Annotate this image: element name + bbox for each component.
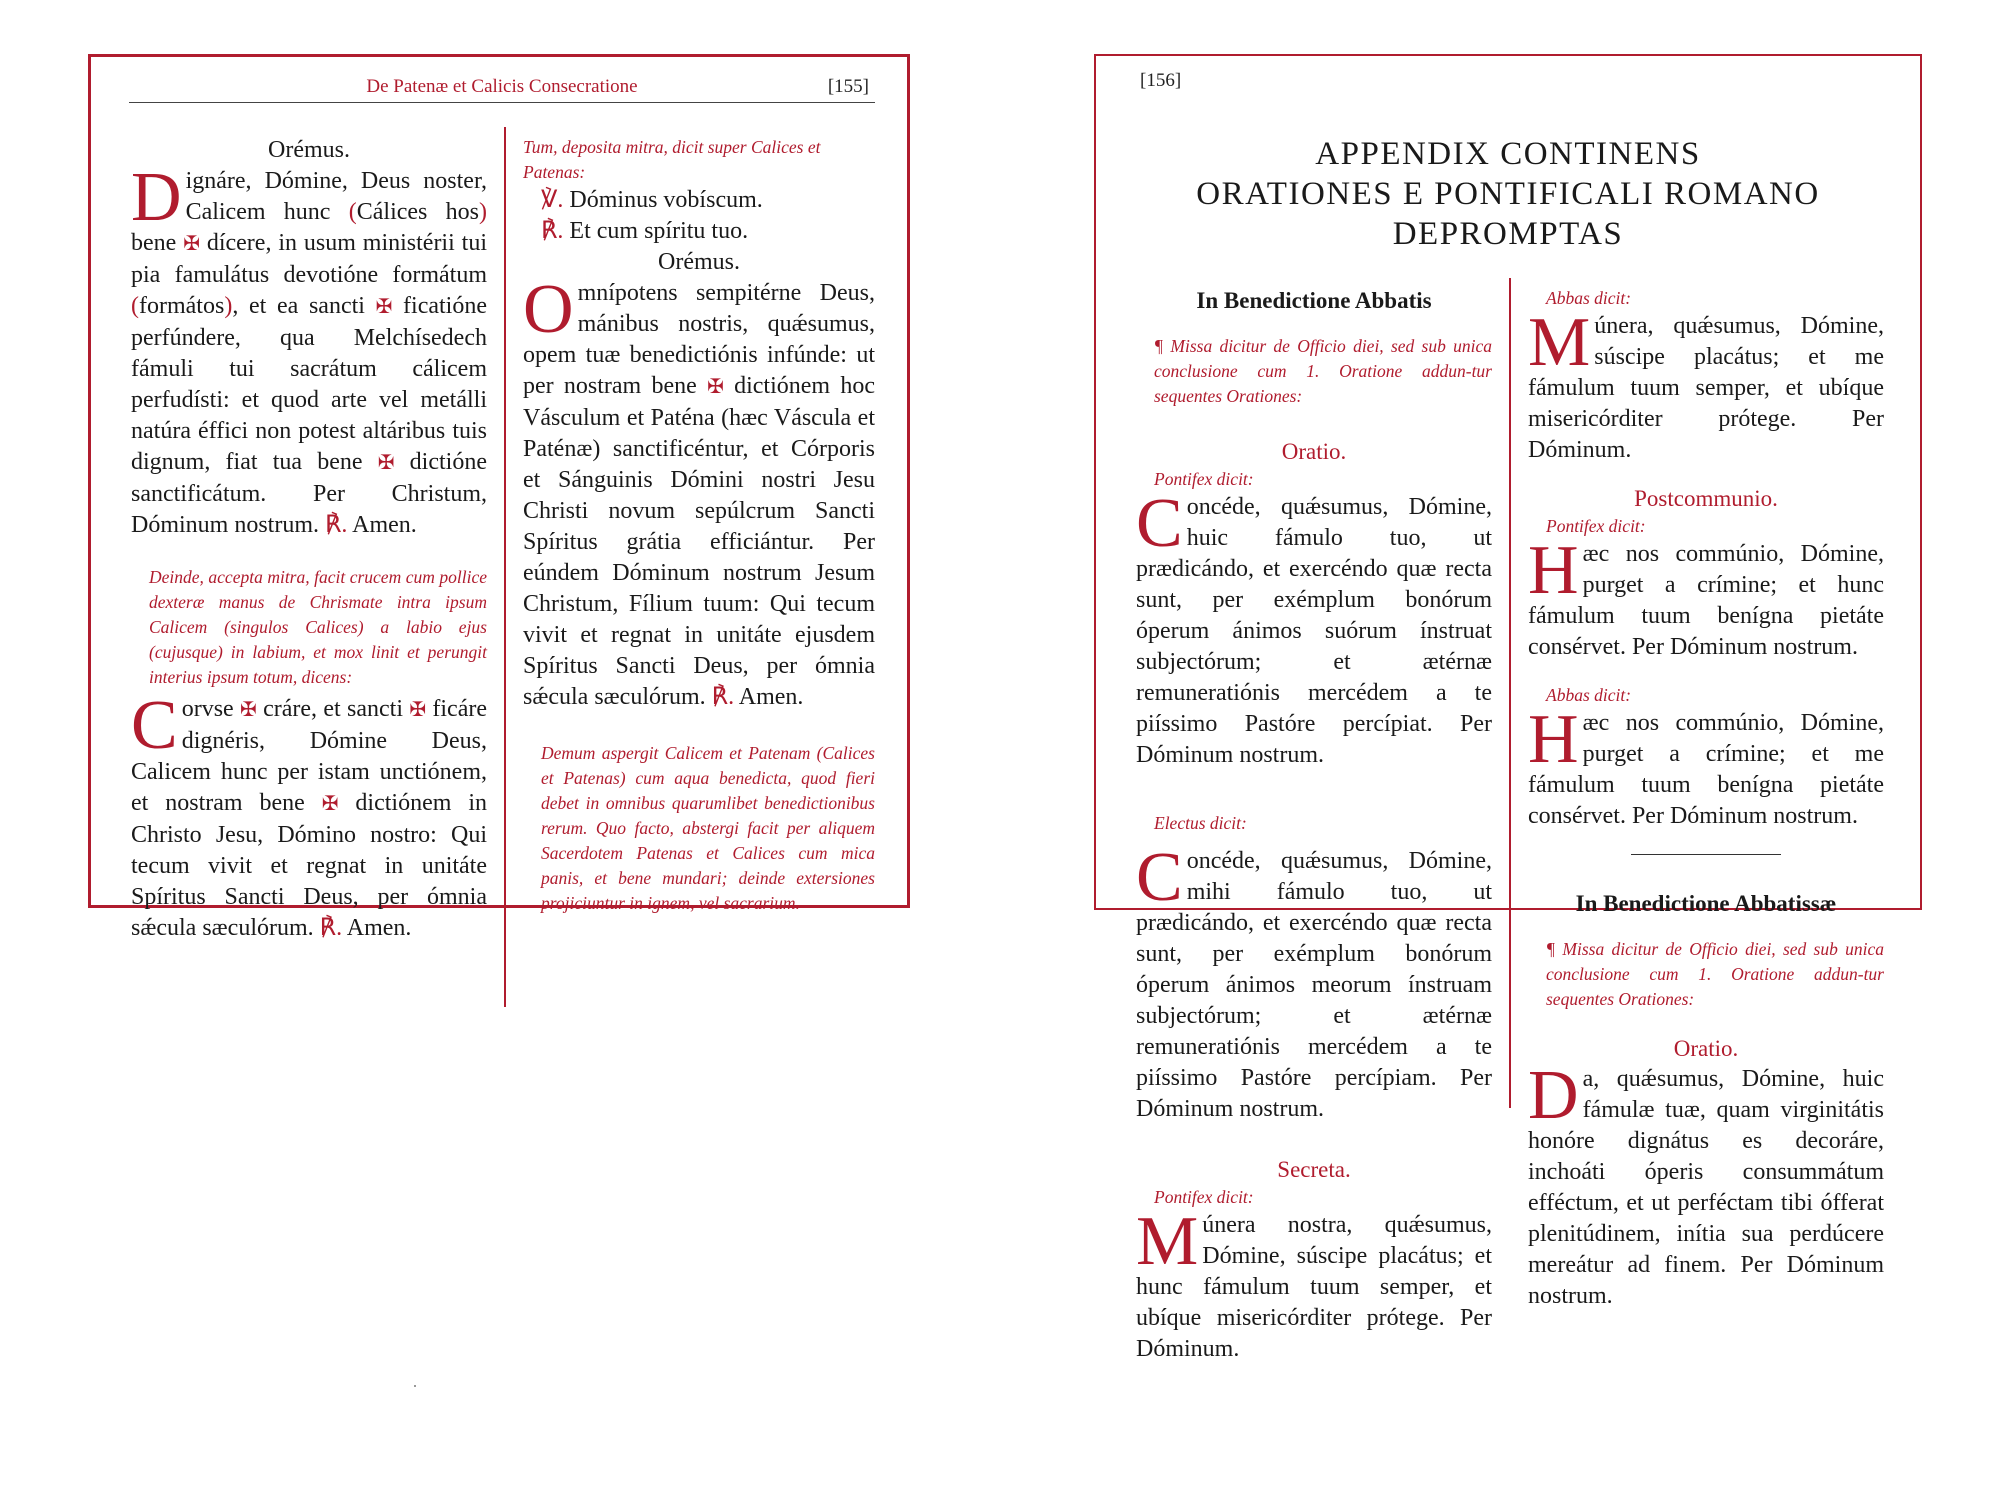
rubric-chrism: Deinde, accepta mitra, facit crucem cum pollice dexteræ manus de Chrismate intra ipsum Calicem (singulos Calices) a labio ejus (cujusque) in labium, et mox linit et perungit interius ipsum totum, dicens: [149,567,487,687]
right-page-column-2 [1528,286,1884,1312]
appendix-title: APPENDIX CONTINENS ORATIONES E PONTIFICALI ROMANO DEPROMPTAS [1196,136,1820,252]
pilcrow-icon: ¶ [1546,939,1556,959]
drop-cap-initial: C [131,687,178,764]
response-symbol: ℟. [711,684,735,710]
left-page-column-2 [523,135,875,916]
response-symbol: ℟. [319,915,343,941]
electus-text: Concéde, quǽsumus, Dómine, mihi fámulo tuo, ut prædicándo, et exercéndo quæ recta sunt, per exémplum bonórum óperum ánimos meorum ínstruam subjectórum; et ætérnæ remuneratiónis mercédem a te piíssimo Pastóre percípiam. Per Dóminum nostrum. [1136,839,1492,1122]
cross-icon: ✠ [183,233,200,255]
drop-cap-initial: M [1136,1203,1199,1280]
electus-dicit: Electus dicit: [1154,813,1247,833]
response-symbol: ℟. [325,512,348,538]
abbas-dicit: Abbas dicit: [1546,685,1632,705]
cross-icon: ✠ [409,699,427,721]
page-155 [88,54,910,941]
postcommunio-heading: Postcommunio. [1634,486,1778,511]
versicle: ℣. Dóminus vobíscum. [541,187,763,213]
oratio-heading: Oratio. [1281,439,1347,464]
drop-cap-initial: C [1136,839,1183,916]
consecration-prayer-1: Dignáre, Dómine, Deus noster, Calicem hunc (Cálices hos) bene ✠ dícere, in usum ministérii tui pia famulátus devotióne formátum (formátos), et ea sancti ✠ ficatióne perfúndere, qua Melchísedech fámuli tui sacrátum cálicem perfudísti: et quod arte vel metálli natúra éffici non potest altáribus tuis dignum, fiat tua bene ✠ dictióne sanctificátum. Per Christum, Dóminum nostrum. ℟. Amen. [131,159,488,538]
consecration-prayer-2: Corvse ✠ cráre, et sancti ✠ ficáre dignéris, Dómine Deus, Calicem hunc per istam unctiónem, et nostram bene ✠ dictiónem in Christo Jesu, Dómino nostro: Qui tecum vivit et regnat in unitáte Spíritus Sancti Deus, per ómnia sǽcula sæculórum. ℟. Amen. [131,687,488,941]
page-156 [1094,54,1922,1362]
cross-icon: ✠ [377,452,395,474]
column-divider [504,127,506,1007]
section-divider [1631,854,1781,855]
running-head-title: De Patenæ et Calicis Consecratione [366,76,638,97]
secreta-text: Múnera nostra, quǽsumus, Dómine, súscipe placátus; et hunc fámulum tuum semper, et ubíque misericórditer prótege. Per Dóminum. [1136,1203,1492,1362]
pilcrow-icon: ¶ [1154,336,1164,356]
drop-cap-initial: D [1528,1057,1579,1134]
drop-cap-initial: M [1528,304,1591,381]
running-head [129,72,875,103]
oremus-heading: Orémus. [268,137,350,163]
cross-icon: ✠ [321,793,339,815]
rubric-deposita-mitra: Tum, deposita mitra, dicit super Calices et Patenas: [523,137,821,182]
right-page-column-1 [1136,286,1492,1365]
oratio-heading: Oratio. [1673,1036,1739,1061]
rubric-missa: ¶ Missa dicitur de Officio diei, sed sub unica conclusione cum 1. Oratione addun-tur sequentes Orationes: [1154,336,1492,406]
rubric-aspergit: Demum aspergit Calicem et Patenam (Calices et Patenas) cum aqua benedicta, quod fieri debet in omnibus quarumlibet benedictionibus rerum. Quo facto, abstergi facit per aliquem Sacerdotem Patenas et Calices cum mica panis, et bene mundari; deinde extersiones projiciuntur in ignem, vel sacrarium. [541,743,875,913]
cross-icon: ✠ [240,699,257,721]
drop-cap-initial: O [523,271,574,348]
page-number: [156] [1140,70,1182,91]
abbas-dicit: Abbas dicit: [1546,288,1632,308]
drop-cap-initial: H [1528,701,1579,778]
page-number: [155] [827,76,869,97]
rubric-missa: ¶ Missa dicitur de Officio diei, sed sub unica conclusione cum 1. Oratione addun-tur sequentes Orationes: [1546,939,1884,1009]
oratio-text: Concéde, quǽsumus, Dómine, huic fámulo tuo, ut prædicándo, et exercéndo quæ recta sunt, per exémplum bonórum óperum ánimos suórum ínstruat subjectórum; et ætérnæ remuneratiónis mercédem a te piíssimo Pastóre percípiat. Per Dóminum nostrum. [1136,485,1492,768]
drop-cap-initial: H [1528,532,1579,609]
blessing-prayer: Omnípotens sempitérne Deus, mánibus nostris, quǽsumus, opem tuæ benedictiónis infúnde: ut per nostram bene ✠ dictiónem hoc Vásculum et Paténa (hæc Váscula et Paténæ) sanctificéntur, et Córporis et Sánguinis Dómini nostri Jesu Christi novum sepúlcrum Sancti Spíritus grátia efficiántur. Per eúndem Dóminum nostrum Jesum Christum, Fílium tuum: Qui tecum vivit et regnat in unitáte ejusdem Spíritus Sancti Deus, per ómnia sǽcula sæculórum. ℟. Amen. [523,271,875,710]
response-symbol: ℟. [541,218,564,244]
abbas-postcommunio-text: Hæc nos commúnio, Dómine, purget a crímine; et me fámulum tuum benígna pietáte consérvet. Per Dóminum nostrum. [1528,701,1884,829]
column-divider [1509,278,1511,1108]
section-heading-abbatissae: In Benedictione Abbatissæ [1575,891,1837,916]
abbas-secreta-text: Múnera, quǽsumus, Dómine, súscipe placátus; et me fámulum tuum semper, et ubíque misericórditer prótege. Per Dóminum. [1528,304,1884,463]
pontifex-dicit: Pontifex dicit: [1154,1187,1254,1207]
oratio-abbatissae-text: Da, quǽsumus, Dómine, huic fámulæ tuæ, quam virginitátis honóre dignátus es decoráre, inchoáti óperis consummátum efféctum, et ut perféctam tibi ófferat plenitúdinem, inítia sua perdúcere mereátur ad finem. Per Dóminum nostrum. [1528,1057,1884,1309]
pontifex-dicit: Pontifex dicit: [1154,469,1254,489]
postcommunio-text: Hæc nos commúnio, Dómine, purget a crímine; et hunc fámulum tuum benígna pietáte consérvet. Per Dóminum nostrum. [1528,532,1884,660]
response: ℟. Et cum spíritu tuo. [541,218,749,244]
oremus-heading: Orémus. [658,249,740,275]
left-page-column-1 [131,135,487,944]
cross-icon: ✠ [375,296,393,318]
secreta-heading: Secreta. [1277,1157,1351,1182]
versicle-symbol: ℣. [541,187,564,213]
drop-cap-initial: C [1136,485,1183,562]
drop-cap-initial: D [131,159,182,236]
section-heading-abbatis: In Benedictione Abbatis [1196,288,1432,313]
cross-icon: ✠ [707,376,724,398]
stray-mark [414,1385,416,1387]
pontifex-dicit: Pontifex dicit: [1546,516,1646,536]
